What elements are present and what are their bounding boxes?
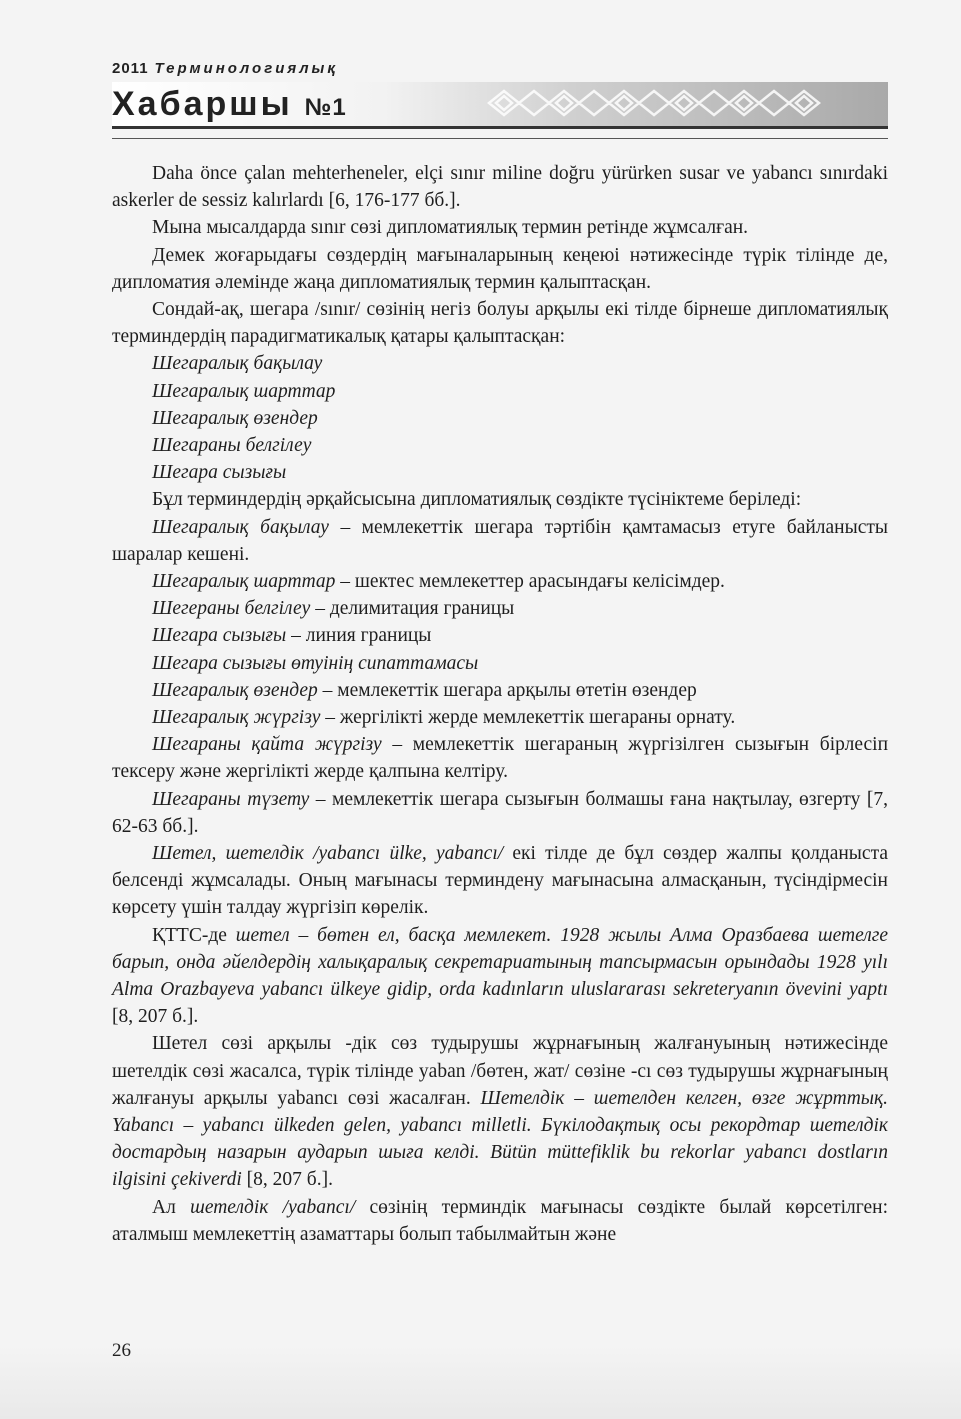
definition-text: – линия границы xyxy=(286,625,432,647)
definition-item xyxy=(112,595,888,622)
paragraph-shetel xyxy=(112,840,888,922)
article-body xyxy=(112,160,888,1248)
definition-term: Шегаралық өзендер xyxy=(152,679,318,701)
definition-text: – мемлекеттік шегараның жүргізілген сызығын бірлесіп тексеру және жергілікті жерде қалпына келтіру. xyxy=(112,734,889,783)
issue-number: №1 xyxy=(304,94,347,121)
page-bottom-shadow xyxy=(0,1345,961,1419)
header-year-line xyxy=(112,60,338,77)
definition-term: Шегераны белгілеу xyxy=(152,598,311,620)
definition-text: – мемлекеттік шегара арқылы өтетін өзендер xyxy=(317,679,697,701)
definition-text: – жергілікті жерде мемлекеттік шегараны орнату. xyxy=(320,706,736,728)
paragraph-word-formation xyxy=(112,1030,888,1193)
term-list-item: Шегаралық бақылау xyxy=(152,353,323,375)
term-list-item: Шегаралық шарттар xyxy=(152,380,336,402)
paragraph-lead: ҚТТС-де xyxy=(152,924,236,946)
definition-term: Шегара сызығы өтуінің сипаттамасы xyxy=(152,652,479,674)
definition-item xyxy=(112,731,888,785)
paragraph-turkish-quote: Daha önce çalan mehterheneler, elçi sınır miline doğru yürürken susar ve yabancı sınırdaki askerler de sessiz kalırlardı [6, 176-177 бб.]. xyxy=(112,163,888,212)
definition-term: Шегаралық бақылау xyxy=(152,516,329,538)
header-band xyxy=(112,82,888,129)
paragraph-term: Шетел, шетелдік /yabancı ülke, yabancı/ xyxy=(152,843,504,864)
definition-item xyxy=(112,568,888,595)
header-year: 2011 xyxy=(112,60,149,77)
term-list xyxy=(112,350,888,486)
paragraph-sinir-usage: Мына мысалдарда sınır сөзі дипломатиялық термин ретінде жұмсалған. xyxy=(152,217,749,239)
paragraph-example: шетел – бөтен ел, басқа мемлекет. 1928 жылы Алма Оразбаева шетелге барып, онда әйелдердің халықаралық секретариатының тапсырмасын орындады 1928 yılı Alma Orazbayeva yabancı ülkeye gidip, orda kadınların uluslararası sekreteryanın övevini yaptı xyxy=(112,924,889,1001)
term-list-item: Шегараны белгілеу xyxy=(152,434,312,456)
citation: [8, 207 б.]. xyxy=(112,1006,199,1028)
term-list-item: Шегаралық өзендер xyxy=(152,407,318,429)
header-title-block xyxy=(112,82,347,130)
ornament-icon xyxy=(484,86,844,120)
definition-term: Шегараны түзету xyxy=(152,788,310,810)
definition-item xyxy=(112,622,888,649)
paragraph-lead: Ал xyxy=(152,1196,191,1218)
paragraph-lead: Шетел сөзі арқылы -дік сөз тудырушы жұрнағының жалғануының нәтижесінде шетелдік сөзі жасалса, түрік тілінде yaban /бөтен, жат/ сөзіне -cı сөз тудырушы жұрнағының жалғануы арқылы yabancı сөзі жасалған. xyxy=(112,1033,888,1109)
paragraph-ktts xyxy=(112,922,888,1031)
definition-text: – мемлекеттік шегара тәртібін қамтамасыз етуге байланысты шаралар кешені. xyxy=(112,516,888,565)
definition-term: Шегаралық жүргізу xyxy=(152,706,321,728)
definition-text: – шектес мемлекеттер арасындағы келісімдер. xyxy=(335,570,725,592)
definition-item xyxy=(112,786,888,840)
definition-item xyxy=(112,677,888,704)
paragraph-text: екі тілде де бұл сөздер жалпы қолданыста белсенді жұмсалады. Оның мағынасы терминдену мағынасына алмасқанын, түсіндірмесін көрсету үшін талдау жүргізіп көрелік. xyxy=(112,843,888,919)
definition-item xyxy=(112,650,888,677)
header-journal-subtitle: Терминологиялық xyxy=(154,60,338,77)
header-rule xyxy=(112,138,888,139)
definition-term: Шегара сызығы xyxy=(152,625,287,647)
paragraph-paradigm: Сондай-ақ, шегара /sınır/ сөзінің негіз болуы арқылы екі тілде бірнеше дипломатиялық терминдердің парадигматикалық қатары қалыптасқан: xyxy=(112,299,888,348)
definition-text: – делимитация границы xyxy=(310,598,515,620)
definition-item xyxy=(112,704,888,731)
definition-text: – мемлекеттік шегара сызығын болмашы ғана нақтылау, өзгерту [7, 62-63 бб.]. xyxy=(112,788,888,837)
page-number: 26 xyxy=(112,1340,131,1361)
term-list-item: Шегара сызығы xyxy=(152,462,287,484)
paragraph-example: Шетелдік – шетелден келген, өзге жұрттық. Yabancı – yabancı ülkeden gelen, yabancı milletli. Бүкілодақтық осы рекордтар шетелдік достардың назарын аударып шыға келді. Bütün müttefiklik bu rekorlar yabancı dostların ilgisini çekiverdi xyxy=(112,1087,889,1191)
journal-title: Хабаршы xyxy=(112,85,293,123)
paragraph-meaning-expansion: Демек жоғарыдағы сөздердің мағыналарының кеңеюі нәтижесінде түрік тілінде де, дипломатия әлемінде жаңа дипломатиялық термин қалыптасқан. xyxy=(112,244,888,293)
paragraph-dictionary-intro: Бұл терминдердің әрқайсысына дипломатиялық сөздікте түсініктеме беріледі: xyxy=(152,489,802,511)
definition-term: Шегараны қайта жүргізу xyxy=(152,734,382,756)
paragraph-text: сөзінің терминдік мағынасы сөздікте былай көрсетілген: аталмыш мемлекеттің азаматтары болып табылмайтын және xyxy=(112,1196,888,1245)
paragraph-term: шетелдік /yabancı/ xyxy=(190,1196,356,1218)
journal-header xyxy=(112,60,888,132)
paragraph-terminological-meaning xyxy=(112,1194,888,1248)
definition-term: Шегаралық шарттар xyxy=(152,570,336,592)
definition-item xyxy=(112,514,888,568)
citation: [8, 207 б.]. xyxy=(241,1169,333,1191)
